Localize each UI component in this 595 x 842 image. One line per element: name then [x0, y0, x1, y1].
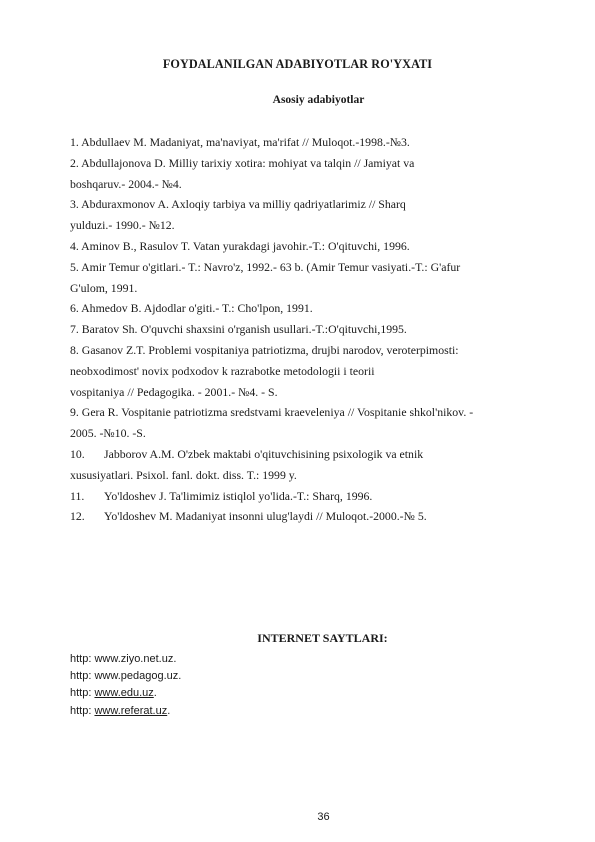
reference-item: [70, 236, 558, 257]
page-title: FOYDALANILGAN ADABIYOTLAR RO'YXATI: [162, 57, 433, 71]
reference-line: 9. Gera R. Vospitanie patriotizma sredstvami kraeveleniya // Vospitanie shkol'nikov. -: [70, 405, 474, 420]
reference-item: [70, 319, 558, 340]
reference-item: [70, 402, 558, 444]
reference-item: [70, 194, 558, 236]
reference-number: 10.: [70, 446, 85, 461]
internet-sites-list: [70, 651, 181, 720]
site-row: [70, 703, 181, 720]
reference-number: 12.: [70, 509, 85, 524]
reference-line: 6. Ahmedov B. Ajdodlar o'giti.- T.: Cho'lpon, 1991.: [70, 301, 313, 316]
reference-list: [70, 132, 558, 527]
site-row: [70, 651, 181, 668]
reference-line: neobxodimost' novix podxodov k razrabotke metodologii i teorii: [70, 363, 375, 378]
reference-line: 3. Abduraxmonov A. Axloqiy tarbiya va milliy qadriyatlarimiz // Sharq: [70, 197, 406, 212]
reference-text: Yo'ldoshev M. Madaniyat insonni ulug'laydi // Muloqot.-2000.-№ 5.: [104, 509, 427, 524]
reference-item: [70, 132, 558, 153]
site-prefix: http:: [70, 704, 95, 717]
site-row: [70, 685, 181, 702]
reference-line: 8. Gasanov Z.T. Problemi vospitaniya patriotizma, drujbi narodov, veroterpimosti:: [70, 342, 459, 357]
section-subtitle: Asosiy adabiyotlar: [272, 94, 365, 106]
site-row: [70, 668, 181, 685]
reference-line: 4. Aminov B., Rasulov T. Vatan yurakdagi javohir.-T.: O'qituvchi, 1996.: [70, 238, 410, 253]
site-text: www.pedagog.uz.: [94, 670, 182, 683]
site-prefix: http:: [70, 687, 95, 700]
reference-line: 2005. -№10. -S.: [70, 426, 146, 441]
reference-item: [70, 486, 558, 507]
reference-line: boshqaruv.- 2004.- №4.: [70, 176, 182, 191]
site-prefix: http:: [70, 653, 95, 665]
reference-line: [70, 506, 558, 527]
reference-line: 1. Abdullaev M. Madaniyat, ma'naviyat, ma'rifat // Muloqot.-1998.-№3.: [70, 135, 410, 149]
reference-line: [70, 486, 558, 507]
site-text: www.ziyo.net.uz.: [94, 653, 177, 665]
reference-item: [70, 298, 558, 319]
site-prefix: http:: [70, 670, 95, 683]
reference-line: vospitaniya // Pedagogika. - 2001.- №4. - S.: [70, 384, 278, 399]
site-link[interactable]: www.edu.uz: [94, 687, 154, 700]
site-suffix: .: [167, 704, 171, 717]
reference-item: [70, 444, 558, 486]
reference-text: Jabborov A.M. O'zbek maktabi o'qituvchisining psixologik va etnik: [104, 446, 424, 461]
reference-number: 11.: [70, 488, 85, 503]
site-link[interactable]: www.referat.uz: [94, 704, 168, 717]
reference-line: G'ulom, 1991.: [70, 280, 138, 295]
reference-line: 7. Baratov Sh. O'quvchi shaxsini o'rganish usullari.-T.:O'qituvchi,1995.: [70, 322, 407, 337]
reference-line: xususiyatlari. Psixol. fanl. dokt. diss. T.: 1999 y.: [70, 467, 297, 482]
reference-line: yulduzi.- 1990.- №12.: [70, 218, 175, 233]
reference-text: Yo'ldoshev J. Ta'limimiz istiqlol yo'lida.-T.: Sharq, 1996.: [104, 488, 373, 503]
reference-item: [70, 340, 558, 402]
internet-sites-heading: INTERNET SAYTLARI:: [257, 631, 388, 645]
reference-item: [70, 506, 558, 527]
site-suffix: .: [153, 687, 157, 700]
reference-line: 5. Amir Temur o'gitlari.- T.: Navro'z, 1992.- 63 b. (Amir Temur vasiyati.-T.: G'afur: [70, 259, 461, 274]
reference-line: [70, 444, 558, 465]
reference-line: 2. Abdullajonova D. Milliy tarixiy xotira: mohiyat va talqin // Jamiyat va: [70, 155, 415, 170]
reference-item: [70, 257, 558, 299]
reference-item: [70, 153, 558, 195]
page-number: 36: [317, 811, 330, 823]
